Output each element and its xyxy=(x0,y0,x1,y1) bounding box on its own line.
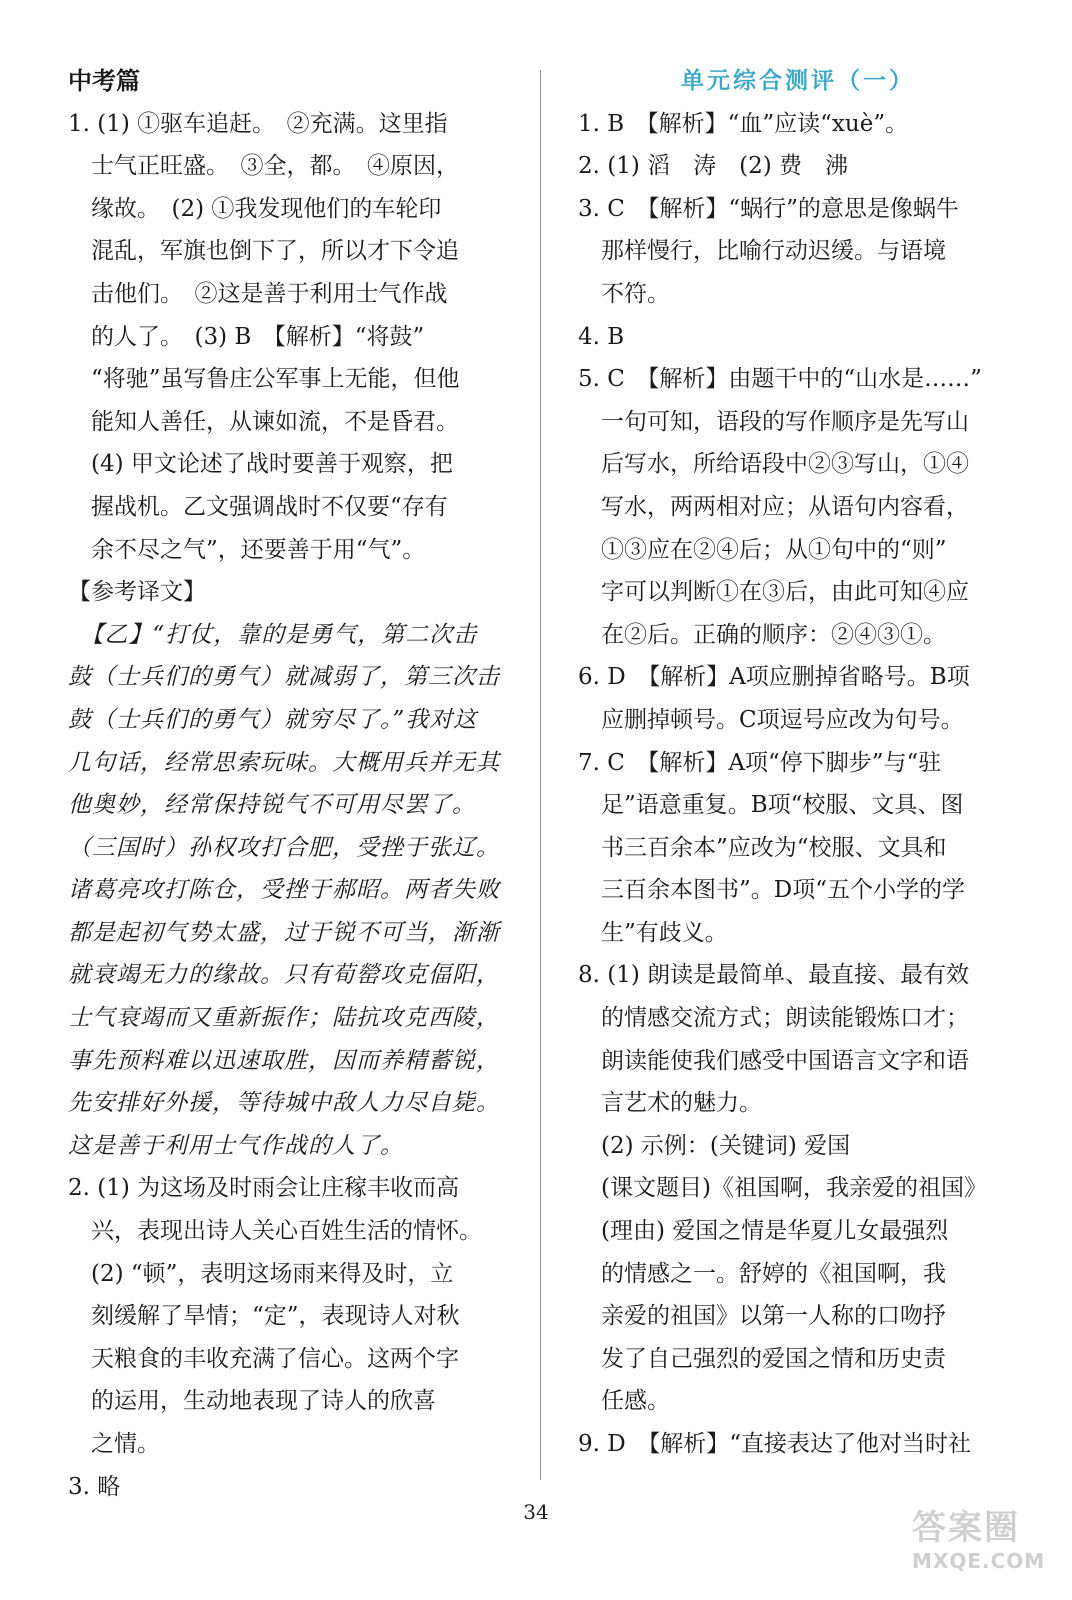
text-line: 亲爱的祖国》以第一人称的口吻抒 xyxy=(578,1303,946,1330)
text-line: 先安排好外援，等待城中敌人力尽自毙。 xyxy=(68,1090,500,1117)
text-line: 2. (1) 为这场及时雨会让庄稼丰收而高 xyxy=(68,1175,460,1202)
text-line: 8. (1) 朗读是最简单、最直接、最有效 xyxy=(578,962,970,989)
unit-test-title: 单元综合测评（一） xyxy=(681,68,915,94)
text-line: 4. B xyxy=(578,323,625,350)
text-line: 朗读能使我们感受中国语言文字和语 xyxy=(578,1047,969,1074)
text-line: 在②后。正确的顺序：②④③①。 xyxy=(578,621,946,648)
text-line: 击他们。 ②这是善于利用士气作战 xyxy=(68,280,448,307)
text-line: 【乙】“打仗，靠的是勇气，第二次击 xyxy=(68,621,478,648)
text-line: “将驰”虽写鲁庄公军事上无能，但他 xyxy=(68,366,460,393)
text-line: 三百余本图书”。D项“五个小学的学 xyxy=(578,877,965,904)
text-line: 鼓（士兵们的勇气）就穷尽了。”我对这 xyxy=(68,706,478,733)
page-number: 34 xyxy=(523,1500,549,1524)
text-line: ①③应在②④后；从①句中的“则” xyxy=(578,536,947,563)
section-heading: 中考篇 xyxy=(68,67,140,95)
text-line: 能知人善任，从谏如流，不是昏君。 xyxy=(68,408,459,435)
text-line: 生”有歧义。 xyxy=(578,919,728,946)
text-line: 应删掉顿号。C项逗号应改为句号。 xyxy=(578,706,964,733)
text-line: 3. C 【解析】“蜗行”的意思是像蜗牛 xyxy=(578,195,959,222)
text-line: 士气衰竭而又重新振作；陆抗攻克西陵， xyxy=(68,1005,500,1032)
text-line: 这是善于利用士气作战的人了。 xyxy=(68,1132,404,1159)
text-line: 混乱，军旗也倒下了，所以才下令追 xyxy=(68,238,459,265)
text-line: 的人了。 (3) B 【解析】“将鼓” xyxy=(68,323,425,350)
text-line: 的运用，生动地表现了诗人的欣喜 xyxy=(68,1388,436,1415)
text-line: 天粮食的丰收充满了信心。这两个字 xyxy=(68,1345,459,1372)
text-line: 都是起初气势太盛，过于锐不可当，渐渐 xyxy=(68,919,500,946)
text-line: 事先预料难以迅速取胜，因而养精蓄锐， xyxy=(68,1047,500,1074)
text-line: 字可以判断①在③后，由此可知④应 xyxy=(578,579,969,606)
text-line: （三国时）孙权攻打合肥，受挫于张辽。 xyxy=(68,834,500,861)
watermark-logo xyxy=(912,1500,1062,1595)
text-line: 不符。 xyxy=(578,280,670,307)
watermark-url: MXQE.COM xyxy=(912,1549,1046,1573)
text-line: 足”语意重复。B项“校服、文具、图 xyxy=(578,792,964,819)
text-line: 之情。 xyxy=(68,1431,160,1457)
text-line: (2) “顿”，表明这场雨来得及时，立 xyxy=(68,1260,454,1287)
text-line: 几句话，经常思索玩味。大概用兵并无其 xyxy=(68,749,500,776)
text-line: 写水，两两相对应；从语句内容看， xyxy=(578,493,969,520)
text-line: 1. (1) ①驱车追赶。 ②充满。这里指 xyxy=(68,110,448,137)
text-line: 5. C 【解析】由题干中的“山水是……” xyxy=(578,366,982,393)
text-line: 任感。 xyxy=(578,1388,670,1415)
text-line: (理由) 爱国之情是华夏儿女最强烈 xyxy=(578,1218,949,1245)
text-line: 2. (1) 滔 涛 (2) 费 沸 xyxy=(578,153,849,180)
left-column xyxy=(68,60,508,1508)
text-line: 士气正旺盛。 ③全，都。 ④原因， xyxy=(68,153,459,180)
watermark-text: 答案圈 xyxy=(912,1508,1020,1548)
text-line: 握战机。乙文强调战时不仅要“存有 xyxy=(68,493,448,520)
text-line: 他奥妙，经常保持锐气不可用尽罢了。 xyxy=(68,792,476,819)
text-line: 言艺术的魅力。 xyxy=(578,1090,762,1117)
text-line: 7. C 【解析】A项“停下脚步”与“驻 xyxy=(578,749,942,776)
text-line: 鼓（士兵们的勇气）就减弱了，第三次击 xyxy=(68,664,500,691)
right-column xyxy=(578,60,1018,1466)
text-line: 9. D 【解析】“直接表达了他对当时社 xyxy=(578,1431,971,1457)
text-line: 一句可知，语段的写作顺序是先写山 xyxy=(578,408,969,435)
text-line: 书三百余本”应改为“校服、文具和 xyxy=(578,834,947,861)
text-line: 6. D 【解析】A项应删掉省略号。B项 xyxy=(578,664,970,691)
text-line: 那样慢行，比喻行动迟缓。与语境 xyxy=(578,238,946,265)
text-line: (2) 示例：(关键词) 爱国 xyxy=(578,1132,851,1159)
text-line: 兴，表现出诗人关心百姓生活的情怀。 xyxy=(68,1218,482,1245)
text-line: 刻缓解了旱情；“定”，表现诗人对秋 xyxy=(68,1303,460,1330)
text-line: 3. 略 xyxy=(68,1473,121,1500)
text-line: 的情感交流方式；朗读能锻炼口才； xyxy=(578,1005,969,1032)
text-line: 1. B 【解析】“血”应读“xuè”。 xyxy=(578,110,909,137)
text-line: 【参考译文】 xyxy=(68,579,206,606)
text-line: 的情感之一。舒婷的《祖国啊，我 xyxy=(578,1260,946,1287)
text-line: 缘故。 (2) ①我发现他们的车轮印 xyxy=(68,195,442,222)
text-line: 就衰竭无力的缘故。只有荀罃攻克偪阳， xyxy=(68,962,500,989)
column-divider xyxy=(540,70,541,1480)
text-line: (课文题目)《祖国啊，我亲爱的祖国》 xyxy=(578,1175,987,1202)
text-line: 诸葛亮攻打陈仓，受挫于郝昭。两者失败 xyxy=(68,877,500,904)
text-line: 余不尽之气”，还要善于用“气”。 xyxy=(68,536,426,563)
text-line: (4) 甲文论述了战时要善于观察，把 xyxy=(68,451,453,478)
text-line: 发了自己强烈的爱国之情和历史责 xyxy=(578,1345,946,1372)
text-line: 后写水，所给语段中②③写山，①④ xyxy=(578,451,969,478)
